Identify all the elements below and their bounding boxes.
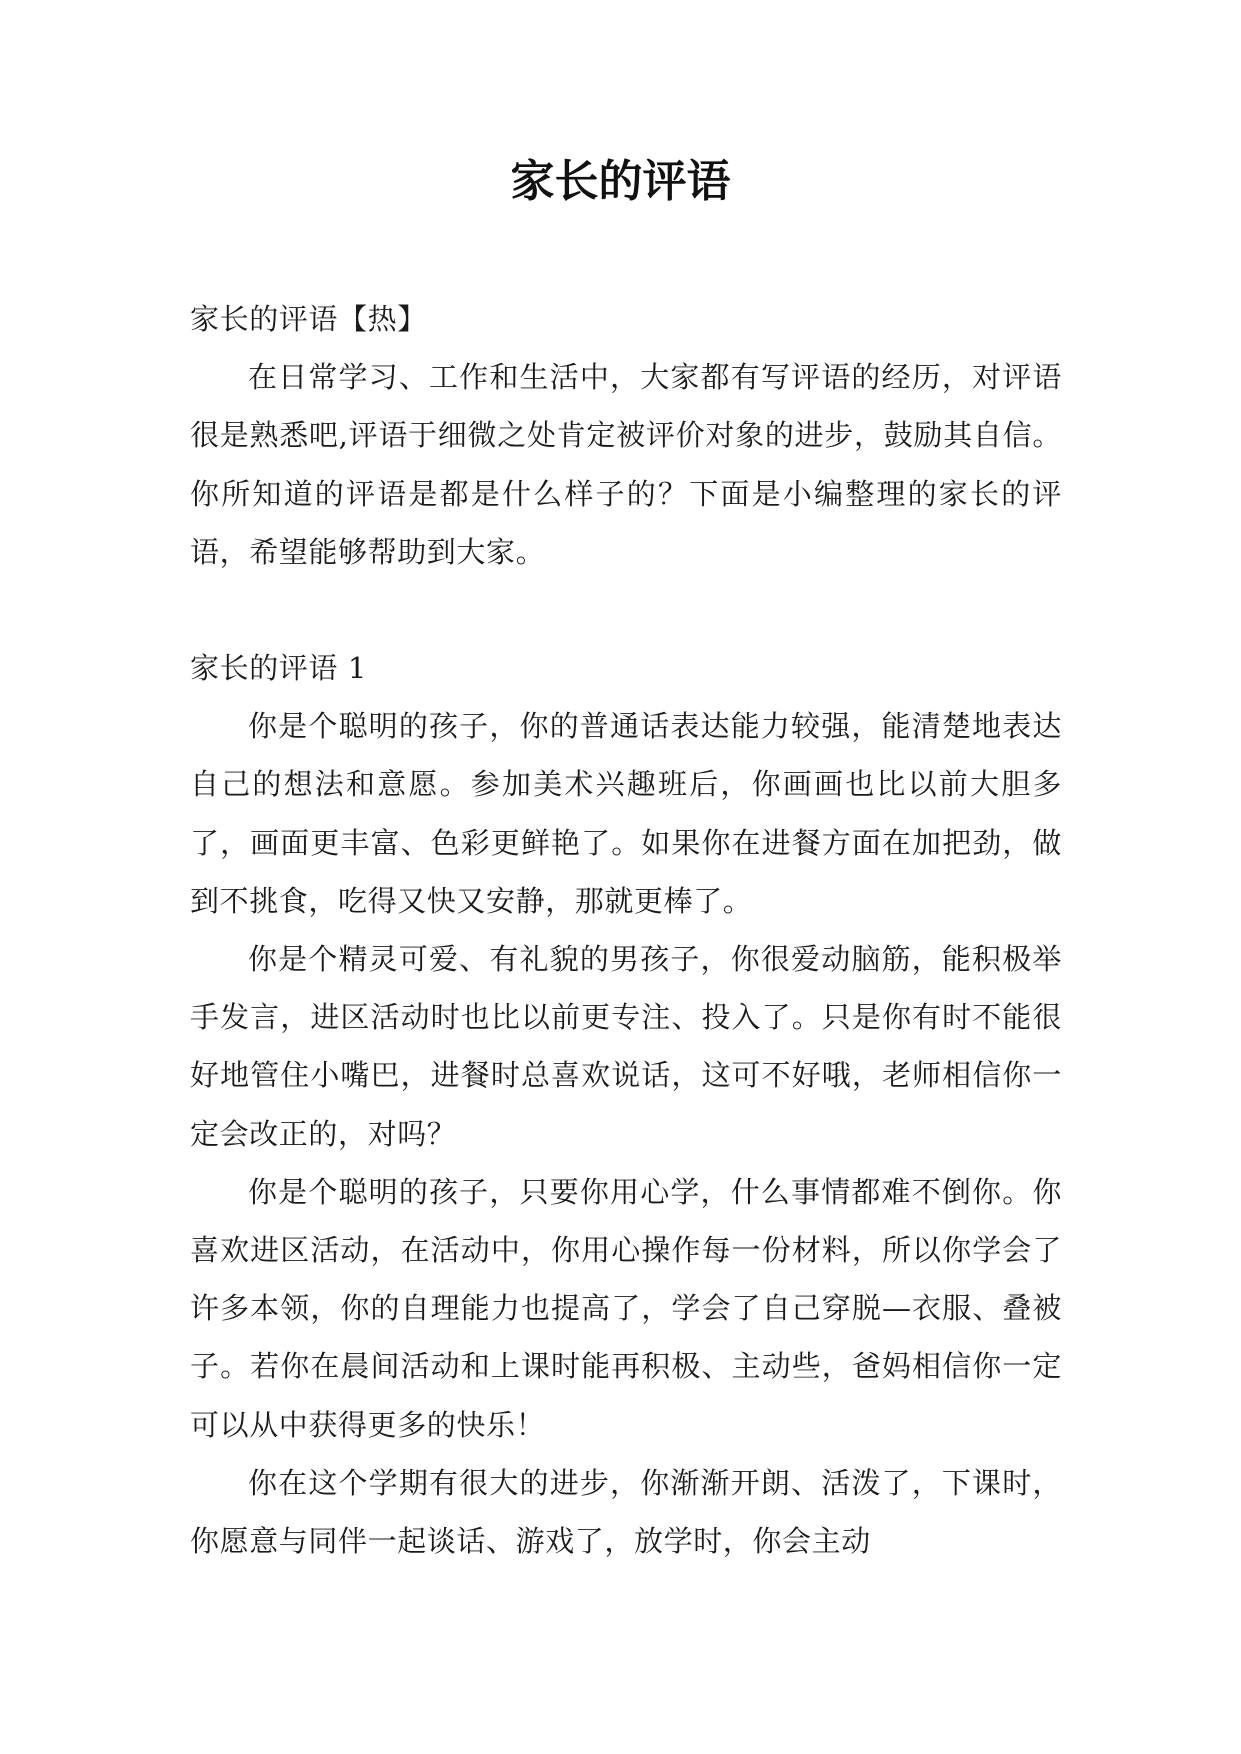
document-body xyxy=(190,290,1062,1570)
comment-paragraph-2: 你是个精灵可爱、有礼貌的男孩子，你很爱动脑筋，能积极举手发言，进区活动时也比以前更专注、投入了。只是你有时不能很好地管住小嘴巴，进餐时总喜欢说话，这可不好哦，老师相信你一定会改正的，对吗？ xyxy=(190,942,1062,1151)
comment-paragraph-1: 你是个聪明的孩子，你的普通话表达能力较强，能清楚地表达自己的想法和意愿。参加美术兴趣班后，你画画也比以前大胆多了，画面更丰富、色彩更鲜艳了。如果你在进餐方面在加把劲，做到不挑食，吃得又快又安静，那就更棒了。 xyxy=(190,709,1062,918)
intro-paragraph: 在日常学习、工作和生活中，大家都有写评语的经历，对评语很是熟悉吧,评语于细微之处肯定被评价对象的进步，鼓励其自信。你所知道的评语是都是什么样子的？下面是小编整理的家长的评语，希望能够帮助到大家。 xyxy=(190,360,1062,569)
comment-paragraph-3: 你是个聪明的孩子，只要你用心学，什么事情都难不倒你。你喜欢进区活动，在活动中，你用心操作每一份材料，所以你学会了许多本领，你的自理能力也提高了，学会了自己穿脱—衣服、叠被子。若你在晨间活动和上课时能再积极、主动些，爸妈相信你一定可以从中获得更多的快乐！ xyxy=(190,1174,1062,1442)
section-heading: 家长的评语 1 xyxy=(190,651,367,686)
intro-heading: 家长的评语【热】 xyxy=(190,302,427,336)
section-spacer xyxy=(190,581,1062,639)
comment-paragraph-4: 你在这个学期有很大的进步，你渐渐开朗、活泼了，下课时，你愿意与同伴一起谈话、游戏了，放学时，你会主动 xyxy=(190,1465,1062,1559)
document-title: 家长的评语 xyxy=(510,156,731,207)
